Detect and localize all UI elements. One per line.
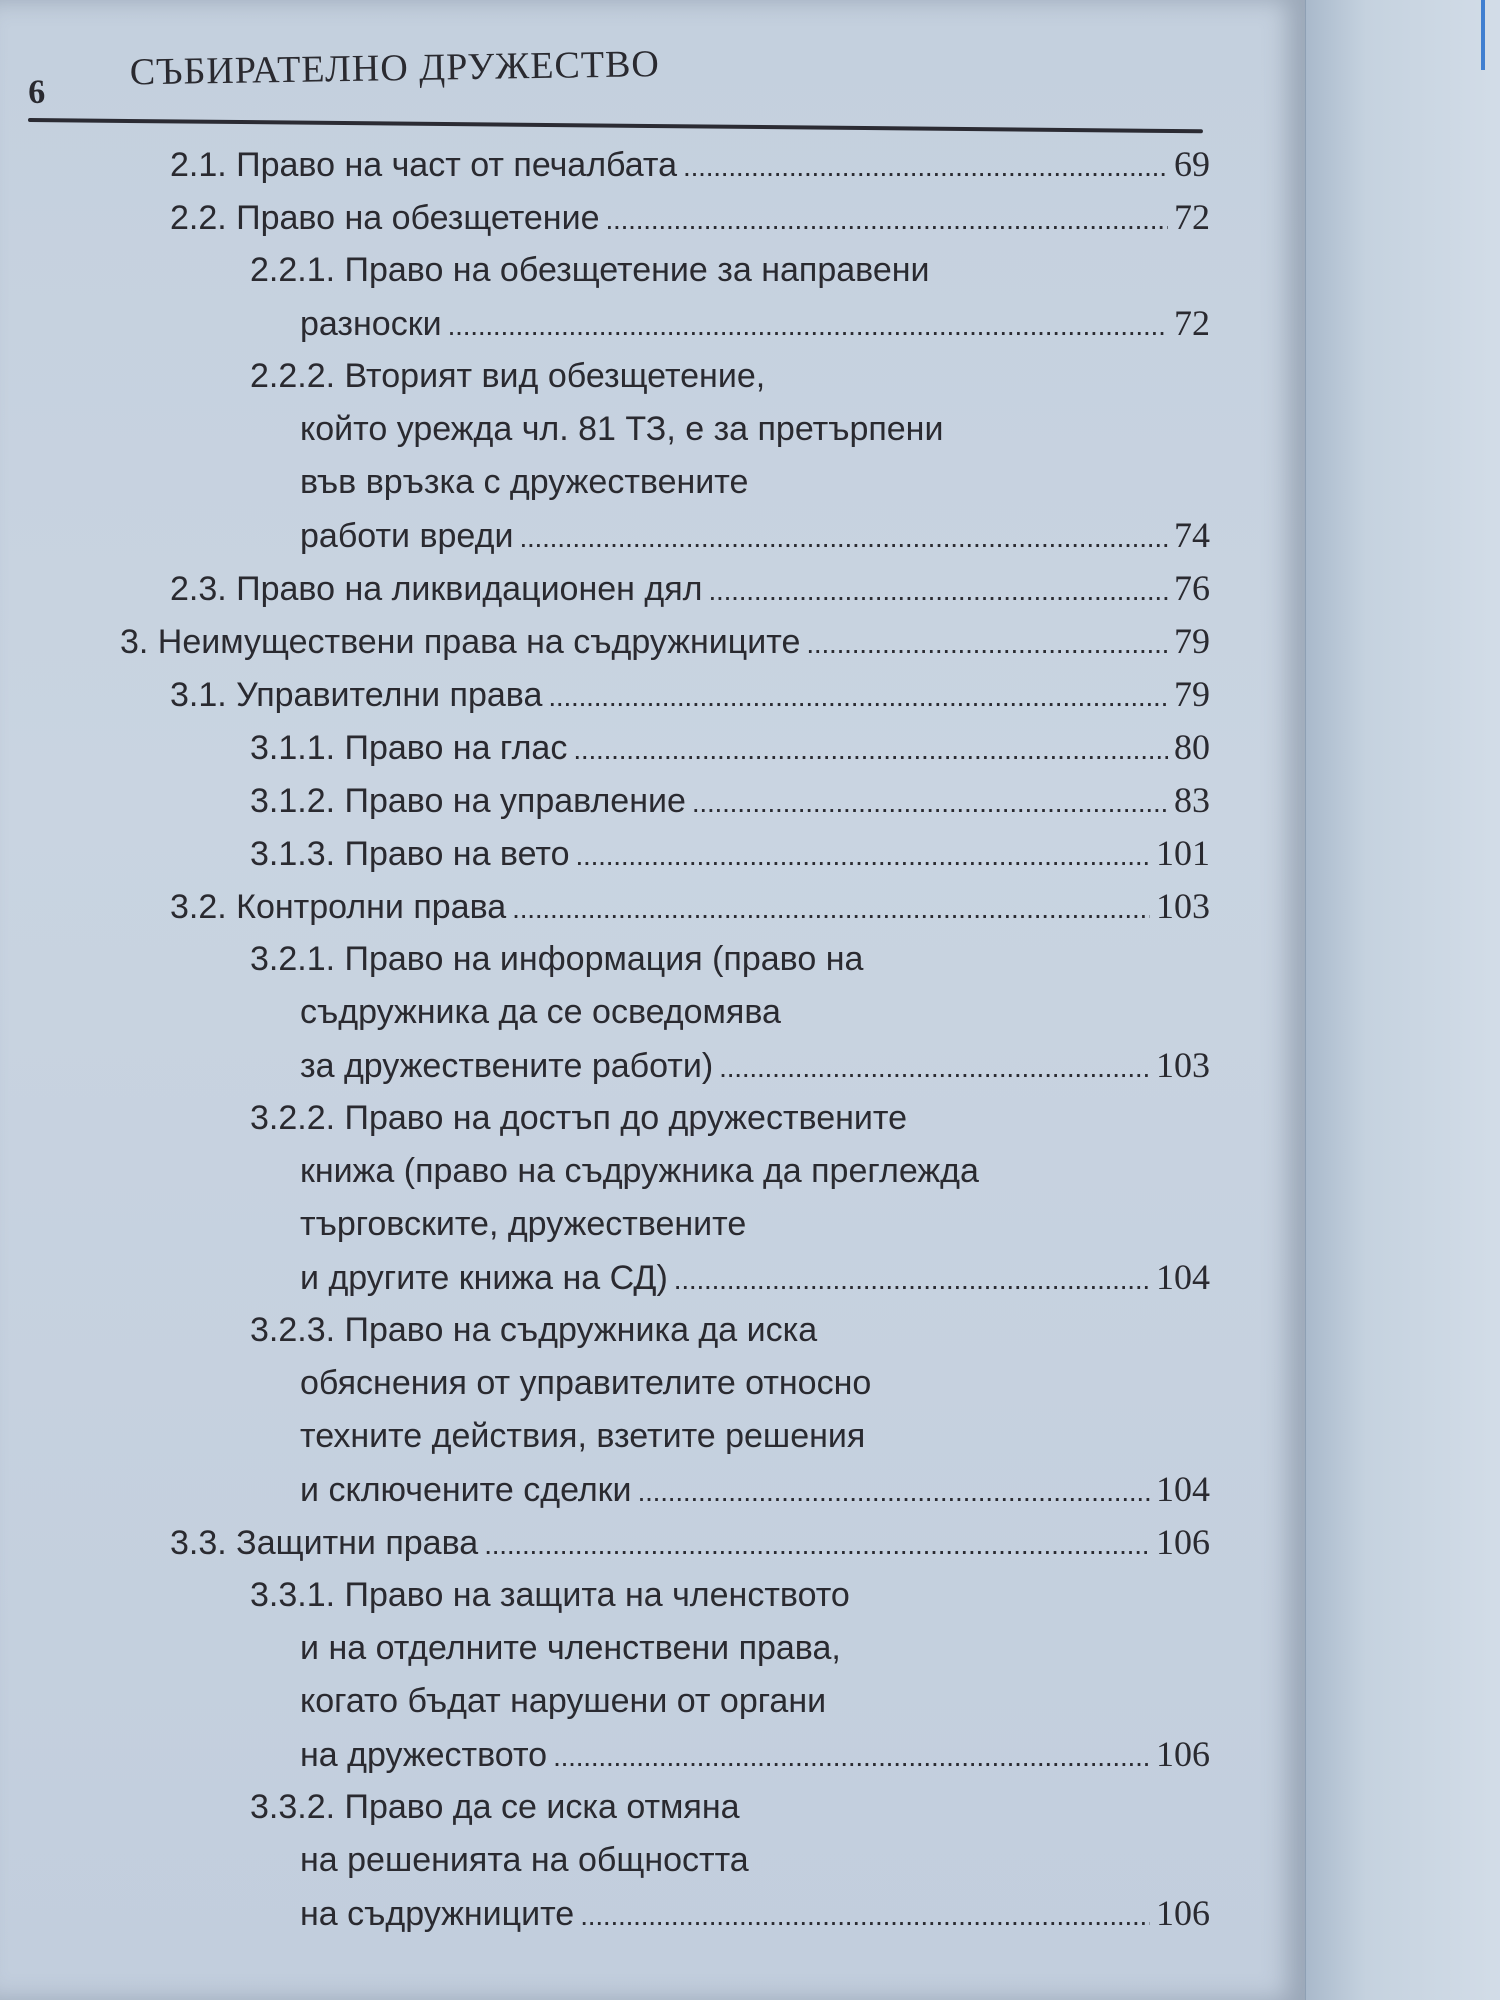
toc-entry-text: обяснения от управителите относно (300, 1364, 872, 1402)
toc-entry-text: съдружника да се осведомява (300, 993, 781, 1031)
page-number: 6 (27, 73, 46, 111)
toc-entry-row (170, 1516, 1210, 1569)
toc-entry (120, 615, 1210, 668)
toc-entry-row (250, 1887, 1210, 1940)
dot-leader (484, 1517, 1150, 1571)
dot-leader (638, 1464, 1150, 1518)
toc-entry-row (250, 774, 1210, 827)
toc-page-number: 76 (1174, 568, 1210, 608)
toc-entry-text: 2.2.1. Право на обезщетение за направени (250, 251, 930, 289)
dot-leader (683, 139, 1168, 193)
dot-leader (605, 192, 1168, 246)
toc-entry-row (170, 138, 1210, 191)
toc-entry (250, 827, 1210, 880)
toc-entry-text: 3.2.3. Право на съдружника да иска (250, 1311, 818, 1349)
toc-entry-text: търговските, дружествените (300, 1205, 747, 1243)
toc-entry (250, 1781, 1210, 1940)
toc-page-number: 106 (1156, 1893, 1210, 1933)
toc-entry-row (120, 615, 1210, 668)
toc-entry-row (170, 668, 1210, 721)
toc-entry-text: и другите книжа на СД) (300, 1259, 668, 1297)
dot-leader (674, 1252, 1150, 1306)
dot-leader (548, 669, 1168, 723)
toc-entry-text: 2.3. Право на ликвидационен дял (170, 570, 703, 608)
toc-page-number: 69 (1174, 144, 1210, 184)
toc-entry-text: на решенията на общността (300, 1841, 749, 1879)
toc-entry (250, 1569, 1210, 1781)
dot-leader (512, 881, 1150, 935)
toc-page-number: 83 (1174, 780, 1210, 820)
toc-entry-text: 2.1. Право на част от печалбата (170, 146, 678, 184)
toc-entry (170, 880, 1210, 933)
toc-entry-text: 3.2.1. Право на информация (право на (250, 940, 864, 978)
toc-entry-text: 3. Неимуществени права на съдружниците (120, 623, 801, 661)
toc-entry-row (250, 721, 1210, 774)
dot-leader (708, 563, 1168, 617)
toc-entry-row (170, 562, 1210, 615)
toc-entry (170, 191, 1210, 244)
toc-entry (250, 350, 1210, 562)
running-head (28, 34, 1199, 112)
dot-leader (573, 722, 1168, 776)
toc-entry-text: работи вреди (300, 517, 514, 555)
toc-entry (170, 562, 1210, 615)
toc-entry (250, 244, 1210, 350)
toc-entry (170, 138, 1210, 191)
toc-page-number: 79 (1174, 674, 1210, 714)
toc-entry-row (250, 509, 1210, 562)
toc-entry (250, 933, 1210, 1092)
toc-entry-row (250, 1251, 1210, 1304)
toc-entry-row (170, 191, 1210, 244)
toc-page-number: 80 (1174, 727, 1210, 767)
toc-entry-text: във връзка с дружествените (300, 463, 749, 501)
dot-leader (553, 1729, 1150, 1783)
toc-entry-text: на съдружниците (300, 1895, 575, 1933)
toc-entry (250, 774, 1210, 827)
toc-entry-text: 3.3.1. Право на защита на членството (250, 1576, 850, 1614)
toc-entry-row (250, 1039, 1210, 1092)
toc-entry-text: който урежда чл. 81 ТЗ, е за претърпени (300, 410, 944, 448)
facing-page-edge (1300, 0, 1500, 2000)
toc-page-number: 72 (1174, 197, 1210, 237)
dot-leader (719, 1040, 1150, 1094)
toc-entry-row (250, 297, 1210, 350)
toc-page-number: 101 (1156, 833, 1210, 873)
toc-entry-row (170, 880, 1210, 933)
dot-leader (806, 616, 1168, 670)
toc-entry (250, 1304, 1210, 1516)
toc-entry (170, 1516, 1210, 1569)
toc-entry-text: 3.1.2. Право на управление (250, 782, 686, 820)
toc-entry-text: и сключените сделки (300, 1471, 632, 1509)
toc-page-number: 74 (1174, 515, 1210, 555)
toc-page-number: 72 (1174, 303, 1210, 343)
toc-entry-text: 3.2.2. Право на достъп до дружествените (250, 1099, 907, 1137)
toc-entry-text: за дружествените работи) (300, 1047, 714, 1085)
toc-entry-text: техните действия, взетите решения (300, 1417, 866, 1455)
toc-entry-text: 3.2. Контролни права (170, 888, 507, 926)
toc-entry-text: 3.1. Управителни права (170, 676, 543, 714)
toc-page-number: 104 (1156, 1469, 1210, 1509)
toc-entry-text: 2.2.2. Вторият вид обезщетение, (250, 357, 766, 395)
book-title: СЪБИРАТЕЛНО ДРУЖЕСТВО (129, 43, 661, 94)
toc-page-number: 106 (1156, 1734, 1210, 1774)
dot-leader (580, 1888, 1150, 1942)
dot-leader (692, 775, 1168, 829)
toc-entry-row (250, 1728, 1210, 1781)
toc-entry-text: 3.1.1. Право на глас (250, 729, 568, 767)
toc-entry (250, 1092, 1210, 1304)
toc-entry-text: 3.3.2. Право да се иска отмяна (250, 1788, 740, 1826)
toc-entry (170, 668, 1210, 721)
toc-entry-text: на дружеството (300, 1736, 548, 1774)
toc-page-number: 103 (1156, 1045, 1210, 1085)
toc-page-number: 104 (1156, 1257, 1210, 1297)
toc-entry-text: когато бъдат нарушени от органи (300, 1682, 827, 1720)
toc-entry-row (250, 1463, 1210, 1516)
toc-entry-text: 3.1.3. Право на вето (250, 835, 570, 873)
toc-entry-text: 2.2. Право на обезщетение (170, 199, 600, 237)
toc-entry-text: книжа (право на съдружника да преглежда (300, 1152, 979, 1190)
toc-page-number: 103 (1156, 886, 1210, 926)
toc-page-number: 106 (1156, 1522, 1210, 1562)
toc-page-number: 79 (1174, 621, 1210, 661)
table-of-contents (0, 138, 1210, 1940)
dot-leader (576, 828, 1151, 882)
dot-leader (448, 298, 1168, 352)
toc-entry-text: разноски (300, 305, 442, 343)
blue-margin-line (1481, 0, 1485, 70)
toc-entry (250, 721, 1210, 774)
toc-entry-text: 3.3. Защитни права (170, 1524, 479, 1562)
toc-entry-row (250, 827, 1210, 880)
toc-entry-text: и на отделните членствени права, (300, 1629, 841, 1667)
dot-leader (519, 510, 1168, 564)
header-rule (28, 118, 1203, 133)
